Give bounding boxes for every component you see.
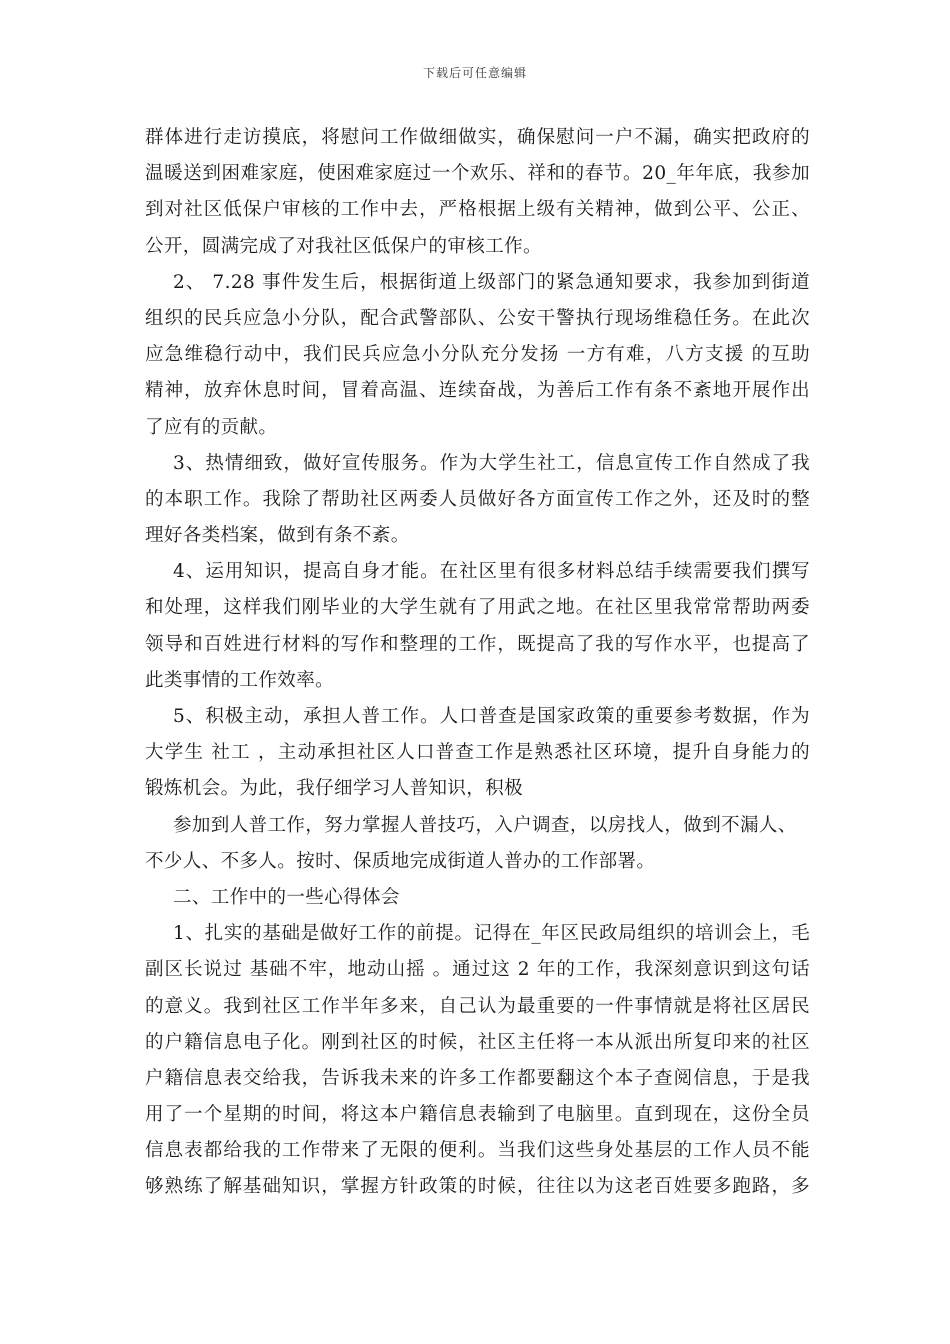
text-line: 的意义。我到社区工作半年多来，自己认为最重要的一件事情就是将社区居民 (145, 995, 810, 1017)
text-line: 精神，放弃休息时间，冒着高温、连续奋战，为善后工作有条不紊地开展作出 (145, 380, 810, 402)
text-line: 户籍信息表交给我，告诉我未来的许多工作都要翻这个本子查阅信息，于是我 (145, 1067, 810, 1089)
text-line: 信息表都给我的工作带来了无限的便利。当我们这些身处基层的工作人员不能 (145, 1140, 810, 1162)
text-line: 的户籍信息电子化。刚到社区的时候，社区主任将一本从派出所复印来的社区 (145, 1031, 810, 1053)
text-line: 和处理，这样我们刚毕业的大学生就有了用武之地。在社区里我常常帮助两委 (145, 597, 810, 619)
text-line: 领导和百姓进行材料的写作和整理的工作，既提高了我的写作水平，也提高了 (145, 633, 810, 655)
text-line: 的本职工作。我除了帮助社区两委人员做好各方面宣传工作之外，还及时的整 (145, 488, 810, 510)
text-line: 到对社区低保户审核的工作中去，严格根据上级有关精神，做到公平、公正、 (145, 199, 810, 221)
text-line: 组织的民兵应急小分队，配合武警部队、公安干警执行现场维稳任务。在此次 (145, 307, 810, 329)
text-line: 参加到人普工作，努力掌握人普技巧，入户调查，以房找人，做到不漏人、 (173, 814, 797, 836)
text-line: 3、热情细致，做好宣传服务。作为大学生社工，信息宣传工作自然成了我 (173, 452, 810, 474)
text-line: 应急维稳行动中，我们民兵应急小分队充分发扬 一方有难，八方支援 的互助 (145, 344, 810, 366)
text-line: 够熟练了解基础知识，掌握方针政策的时候，往往以为这老百姓要多跑路，多 (145, 1176, 810, 1198)
text-line: 了应有的贡献。 (145, 416, 278, 438)
text-line: 1、扎实的基础是做好工作的前提。记得在_年区民政局组织的培训会上，毛 (173, 923, 810, 945)
text-line: 用了一个星期的时间，将这本户籍信息表输到了电脑里。直到现在，这份全员 (145, 1104, 810, 1126)
text-line: 群体进行走访摸底，将慰问工作做细做实，确保慰问一户不漏，确实把政府的 (145, 127, 810, 148)
text-line: 公开，圆满完成了对我社区低保户的审核工作。 (145, 235, 542, 257)
text-line: 副区长说过 基础不牢，地动山摇 。通过这 2 年的工作，我深刻意识到这句话 (145, 959, 810, 981)
text-line: 锻炼机会。为此，我仔细学习人普知识，积极 (145, 778, 524, 800)
document-body (145, 120, 810, 1206)
text-line: 不少人、不多人。按时、保质地完成街道人普办的工作部署。 (145, 850, 656, 872)
text-line: 大学生 社工 ，主动承担社区人口普查工作是熟悉社区环境，提升自身能力的 (145, 742, 810, 764)
page-header: 下载后可任意编辑 (422, 66, 527, 80)
text-line: 5、积极主动，承担人普工作。人口普查是国家政策的重要参考数据，作为 (173, 706, 810, 727)
text-line: 4、运用知识，提高自身才能。在社区里有很多材料总结手续需要我们撰写 (173, 561, 810, 583)
text-line: 二、工作中的一些心得体会 (173, 886, 400, 908)
text-line: 理好各类档案，做到有条不紊。 (145, 525, 410, 547)
text-line: 2、 7.28 事件发生后，根据街道上级部门的紧急通知要求，我参加到街道 (173, 271, 810, 293)
text-line: 温暖送到困难家庭，使困难家庭过一个欢乐、祥和的春节。20_年年底，我参加 (145, 163, 810, 185)
text-line: 此类事情的工作效率。 (145, 669, 335, 691)
